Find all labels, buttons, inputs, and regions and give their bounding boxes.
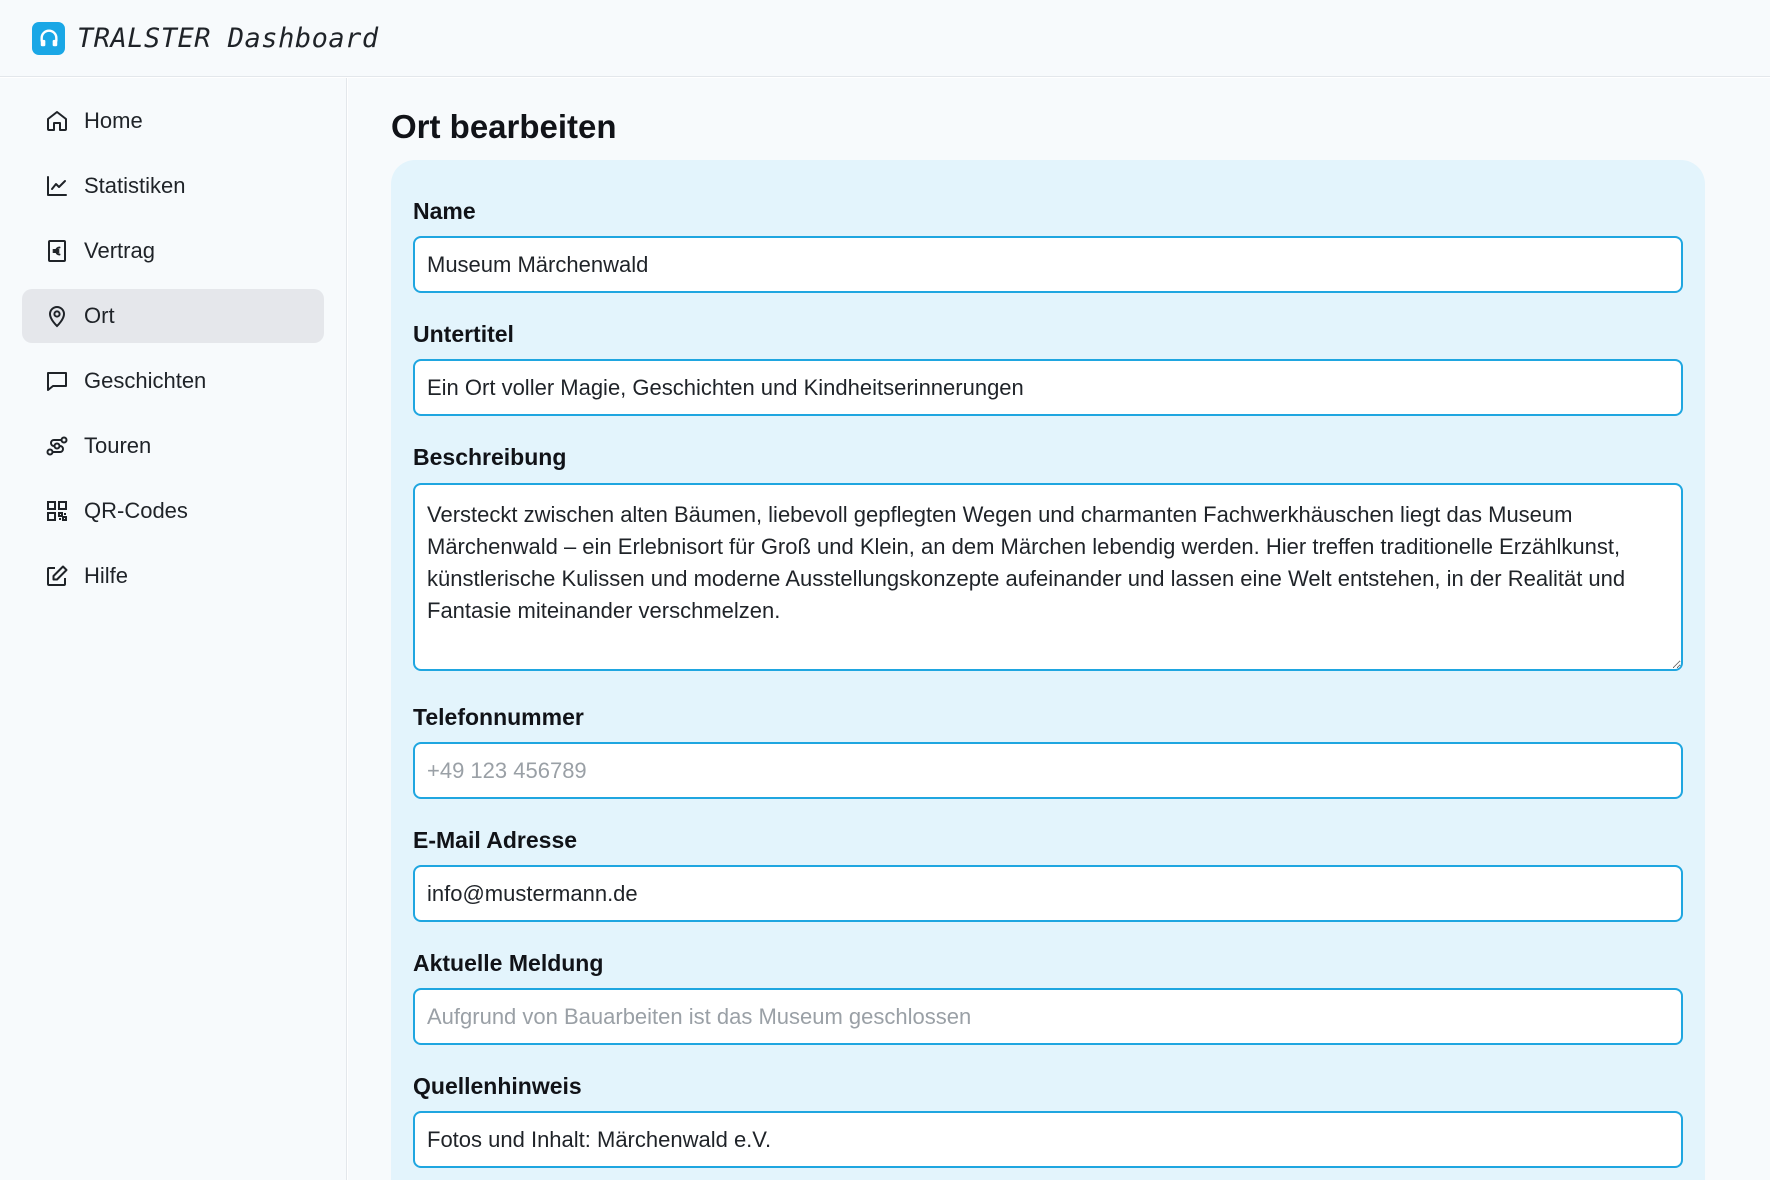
edit-location-form bbox=[391, 160, 1705, 1180]
app-title: TRALSTER Dashboard bbox=[77, 22, 379, 54]
sidebar-item-vertrag[interactable] bbox=[22, 224, 324, 278]
sidebar-item-home[interactable] bbox=[22, 94, 324, 148]
sidebar-item-label: Hilfe bbox=[84, 563, 129, 588]
source-input[interactable] bbox=[413, 1111, 1683, 1168]
chart-line-icon bbox=[44, 173, 70, 199]
sidebar-item-hilfe[interactable] bbox=[22, 549, 324, 603]
sidebar-item-touren[interactable] bbox=[22, 419, 324, 473]
sidebar-item-geschichten[interactable] bbox=[22, 354, 324, 408]
sidebar-item-label: QR-Codes bbox=[84, 498, 188, 523]
phone-label: Telefonnummer bbox=[413, 704, 584, 730]
notice-label: Aktuelle Meldung bbox=[413, 950, 604, 976]
page-title: Ort bearbeiten bbox=[391, 108, 617, 145]
subtitle-label: Untertitel bbox=[413, 321, 514, 347]
sidebar-item-label: Touren bbox=[84, 433, 152, 458]
email-label: E-Mail Adresse bbox=[413, 827, 578, 853]
qr-code-icon bbox=[44, 498, 70, 524]
message-square-icon bbox=[44, 368, 70, 394]
sidebar-item-label: Ort bbox=[84, 303, 115, 328]
source-label: Quellenhinweis bbox=[413, 1073, 582, 1099]
subtitle-input[interactable] bbox=[413, 359, 1683, 416]
description-label: Beschreibung bbox=[413, 444, 567, 470]
edit-icon bbox=[44, 563, 70, 589]
sidebar-item-qr-codes[interactable] bbox=[22, 484, 324, 538]
notice-input[interactable] bbox=[413, 988, 1683, 1045]
top-bar bbox=[0, 0, 1770, 77]
sidebar-item-label: Vertrag bbox=[84, 238, 155, 263]
main-content bbox=[348, 78, 1770, 1180]
email-input[interactable] bbox=[413, 865, 1683, 922]
sidebar-item-label: Home bbox=[84, 108, 143, 133]
sidebar-item-ort[interactable] bbox=[22, 289, 324, 343]
route-icon bbox=[44, 433, 70, 459]
description-textarea[interactable] bbox=[413, 483, 1683, 671]
sidebar-item-label: Geschichten bbox=[84, 368, 207, 393]
home-icon bbox=[44, 108, 70, 134]
name-label: Name bbox=[413, 198, 476, 224]
phone-input[interactable] bbox=[413, 742, 1683, 799]
map-pin-icon bbox=[44, 303, 70, 329]
sidebar-item-statistiken[interactable] bbox=[22, 159, 324, 213]
euro-document-icon bbox=[44, 238, 70, 264]
name-input[interactable] bbox=[413, 236, 1683, 293]
sidebar bbox=[0, 78, 347, 1180]
sidebar-item-label: Statistiken bbox=[84, 173, 186, 198]
headphones-logo-icon bbox=[32, 22, 65, 55]
